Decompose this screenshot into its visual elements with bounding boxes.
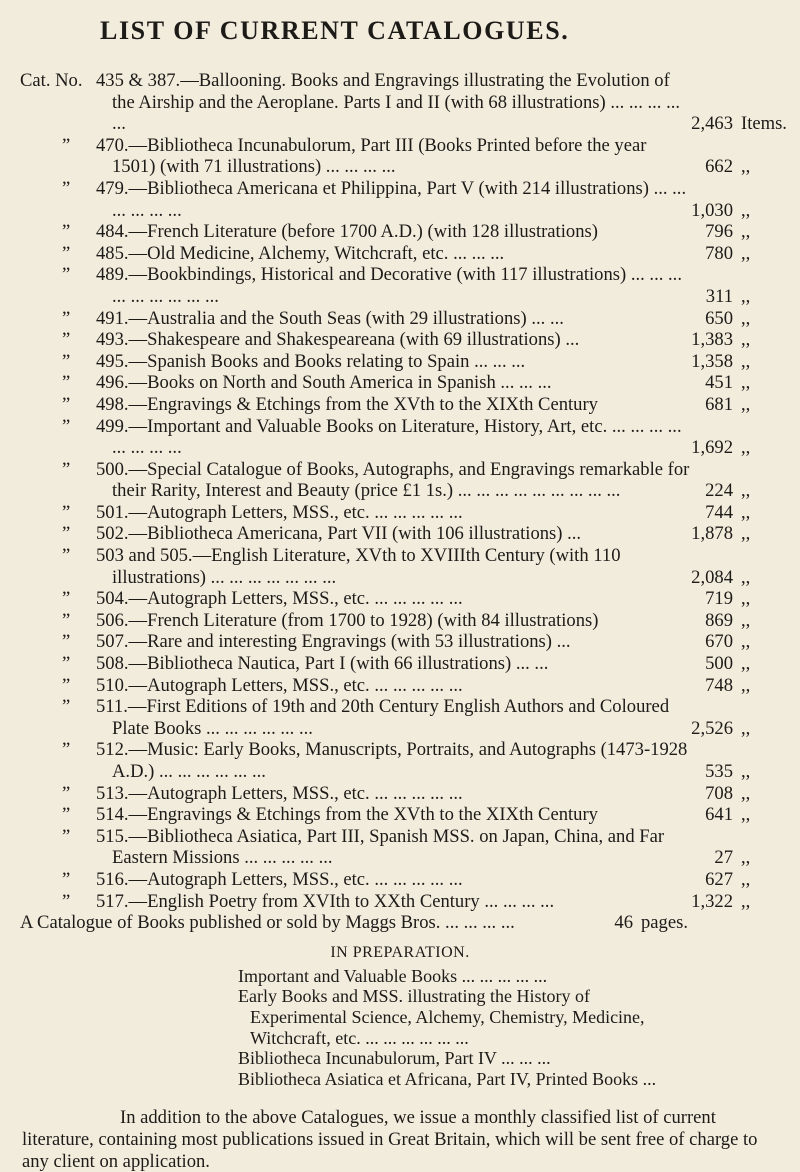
entry-count (679, 221, 784, 243)
catalogue-entry (0, 804, 800, 826)
catalogue-entry (0, 653, 800, 675)
item-count: 780 (705, 242, 733, 264)
ditto-mark: ” (62, 242, 71, 264)
catalogue-entry (0, 739, 800, 782)
entry-count (679, 156, 784, 178)
item-unit: ,, (741, 631, 751, 653)
entry-title: 503 and 505.—English Literature, XVth to XVIIIth Century (with 110 illustrations) ... ... ... ... ... ... ... (96, 545, 621, 588)
preparation-item: Bibliotheca Asiatica et Africana, Part IV, Printed Books ... (238, 1068, 657, 1089)
catalogue-line-text: A Catalogue of Books published or sold by Maggs Bros. ... ... ... ... (20, 912, 515, 934)
entry-count (679, 783, 784, 805)
ditto-mark: ” (62, 221, 71, 243)
item-count: 681 (705, 393, 733, 415)
item-unit: ,, (741, 372, 751, 394)
item-count: 2,463 (691, 113, 733, 135)
item-count: 1,358 (691, 350, 733, 372)
entry-title: 512.—Music: Early Books, Manuscripts, Portraits, and Autographs (1473-1928 A.D.) ... ... ... ... ... ... (96, 739, 688, 782)
item-count: 2,084 (691, 566, 733, 588)
ditto-mark: ” (62, 696, 71, 718)
entry-count (679, 200, 784, 222)
ditto-mark: ” (62, 825, 71, 847)
item-unit: Items. (741, 113, 787, 135)
catalogue-entry (0, 696, 800, 739)
catalogue-entry (0, 416, 800, 459)
entry-count (679, 329, 784, 351)
item-unit: ,, (741, 674, 751, 696)
cat-no-label: Cat. No. (20, 70, 83, 91)
entry-count (679, 761, 784, 783)
item-count: 535 (705, 761, 733, 782)
entry-count (679, 243, 784, 265)
entry-title: 511.—First Editions of 19th and 20th Century English Authors and Coloured Plate Books ... ... ... ... ... ... (96, 696, 670, 739)
entry-title: 489.—Bookbindings, Historical and Decorative (with 117 illustrations) ... ... ... ... ... ... ... ... ... (96, 264, 682, 307)
item-count: 500 (705, 653, 733, 675)
entry-title: 485.—Old Medicine, Alchemy, Witchcraft, etc. ... ... ... (96, 242, 505, 264)
item-count: 27 (714, 847, 733, 869)
item-count: 1,322 (691, 890, 733, 912)
ditto-mark: ” (62, 631, 71, 653)
item-unit: ,, (741, 393, 751, 415)
item-count: 224 (705, 480, 733, 502)
entry-count (679, 286, 784, 308)
item-unit: ,, (741, 307, 751, 329)
footer-note: In addition to the above Catalogues, we issue a monthly classified list of current literature, containing most publications issued in Great Britain, which will be sent free of charge to any client on application. (22, 1107, 758, 1172)
item-count: 662 (705, 156, 733, 178)
catalogue-entry (0, 631, 800, 653)
in-preparation-list (238, 966, 658, 1090)
catalogue-entry (0, 135, 800, 178)
maggs-catalogue-line (0, 912, 700, 934)
item-count: 627 (705, 868, 733, 890)
item-unit: ,, (741, 285, 751, 307)
item-unit: ,, (741, 609, 751, 631)
item-count: 869 (705, 609, 733, 631)
ditto-mark: ” (62, 523, 71, 545)
ditto-mark: ” (62, 739, 71, 761)
item-count: 719 (705, 588, 733, 610)
entry-count (679, 351, 784, 373)
entry-title: 498.—Engravings & Etchings from the XVth to the XIXth Century (96, 393, 598, 415)
ditto-mark: ” (62, 609, 71, 631)
ditto-mark: ” (62, 868, 71, 890)
entry-count (679, 308, 784, 330)
catalogue-entry (0, 523, 800, 545)
catalogue-entry (0, 394, 800, 416)
catalogue-entry (0, 891, 800, 913)
entry-title: 515.—Bibliotheca Asiatica, Part III, Spanish MSS. on Japan, China, and Far Eastern Missions ... ... ... ... ... (96, 825, 665, 869)
entry-count (679, 567, 784, 589)
catalogue-entry (0, 372, 800, 394)
item-unit: ,, (741, 782, 751, 804)
item-unit: ,, (741, 221, 751, 243)
ditto-mark: ” (62, 588, 71, 610)
item-count: 1,383 (691, 329, 733, 351)
item-count: 670 (705, 631, 733, 653)
entry-count (679, 437, 784, 459)
entry-title: 502.—Bibliotheca Americana, Part VII (with 106 illustrations) ... (96, 523, 582, 545)
item-unit: ,, (741, 329, 751, 351)
catalogue-entry (0, 545, 800, 588)
ditto-mark: ” (62, 415, 71, 437)
catalogue-entry (0, 869, 800, 891)
item-count: 744 (705, 501, 733, 523)
entry-count (679, 718, 784, 740)
entry-title: 506.—French Literature (from 1700 to 1928) (with 84 illustrations) (96, 609, 599, 631)
catalogue-entry (0, 351, 800, 373)
entry-count (679, 869, 784, 891)
entry-count (679, 588, 784, 610)
item-unit: ,, (741, 437, 751, 459)
item-unit: ,, (741, 761, 751, 782)
item-unit: ,, (741, 653, 751, 675)
item-count: 796 (705, 221, 733, 243)
entry-count (679, 891, 784, 913)
preparation-item: Bibliotheca Incunabulorum, Part IV ... ... ... (238, 1048, 551, 1069)
entry-title: 484.—French Literature (before 1700 A.D.) (with 128 illustrations) (96, 221, 598, 243)
entry-count (679, 523, 784, 545)
entry-count (679, 804, 784, 826)
ditto-mark: ” (62, 329, 71, 351)
entry-count (679, 631, 784, 653)
entry-title: 516.—Autograph Letters, MSS., etc. ... ... ... ... ... (96, 868, 463, 890)
entry-title: 508.—Bibliotheca Nautica, Part I (with 66 illustrations) ... ... (96, 653, 549, 675)
item-unit: ,, (741, 199, 751, 221)
entry-count (679, 372, 784, 394)
item-unit: ,, (741, 804, 751, 826)
item-count: 451 (705, 372, 733, 394)
item-count: 2,526 (691, 717, 733, 739)
ditto-mark: ” (62, 458, 71, 480)
entry-title: 496.—Books on North and South America in Spanish ... ... ... (96, 372, 552, 394)
in-preparation-heading: IN PREPARATION. (330, 943, 470, 961)
item-unit: ,, (741, 890, 751, 912)
entry-title: 501.—Autograph Letters, MSS., etc. ... ... ... ... ... (96, 501, 463, 523)
catalogue-entry (0, 70, 800, 135)
ditto-mark: ” (62, 653, 71, 675)
catalogue-entry (0, 221, 800, 243)
item-unit: ,, (741, 717, 751, 739)
ditto-mark: ” (62, 393, 71, 415)
item-count: 748 (705, 674, 733, 696)
entry-title: 513.—Autograph Letters, MSS., etc. ... ... ... ... ... (96, 782, 463, 804)
entry-count (679, 480, 784, 502)
item-count: 1,030 (691, 199, 733, 221)
entry-count (679, 113, 787, 135)
entry-title: 435 & 387.—Ballooning. Books and Engravings illustrating the Evolution of the Airship and the Aeroplane. Parts I and II (with 68 illustrations) ... ... ... ... ... (96, 70, 681, 135)
ditto-mark: ” (62, 307, 71, 329)
catalogue-entry (0, 610, 800, 632)
preparation-item: Important and Valuable Books ... ... ... ... ... (238, 965, 548, 986)
ditto-mark: ” (62, 782, 71, 804)
entry-title: 479.—Bibliotheca Americana et Philippina, Part V (with 214 illustrations) ... ... ... ... ... ... (96, 177, 687, 221)
ditto-mark: ” (62, 350, 71, 372)
entry-title: 500.—Special Catalogue of Books, Autographs, and Engravings remarkable for their Rarity, Interest and Beauty (price £1 1s.) ... ... ... ... ... ... ... ... ... (96, 458, 690, 502)
entry-title: 491.—Australia and the South Seas (with 29 illustrations) ... ... (96, 307, 564, 329)
catalogue-entry (0, 502, 800, 524)
ditto-mark: ” (62, 264, 71, 286)
entry-title: 493.—Shakespeare and Shakespeareana (with 69 illustrations) ... (96, 329, 580, 351)
page-count: 46 (614, 912, 633, 934)
ditto-mark: ” (62, 890, 71, 912)
item-unit: ,, (741, 501, 751, 523)
item-count: 708 (705, 782, 733, 804)
entry-count (679, 847, 784, 869)
item-unit: ,, (741, 566, 751, 588)
item-count: 311 (705, 285, 733, 307)
catalogue-entry (0, 783, 800, 805)
entry-title: 517.—English Poetry from XVIth to XXth Century ... ... ... ... (96, 890, 555, 912)
catalogue-entry (0, 459, 800, 502)
item-unit: ,, (741, 588, 751, 610)
catalogue-entry (0, 264, 800, 307)
item-unit: ,, (741, 868, 751, 890)
ditto-mark: ” (62, 134, 71, 156)
item-count: 650 (705, 307, 733, 329)
entry-count (679, 394, 784, 416)
catalogue-entry (0, 826, 800, 869)
item-unit: ,, (741, 156, 751, 178)
entry-title: 470.—Bibliotheca Incunabulorum, Part III (Books Printed before the year 1501) (with 71 illustrations) ... ... ... ... (96, 134, 647, 178)
ditto-mark: ” (62, 177, 71, 199)
ditto-mark: ” (62, 501, 71, 523)
entry-count (679, 675, 784, 697)
entry-count (679, 502, 784, 524)
entry-count (679, 653, 784, 675)
item-unit: ,, (741, 480, 751, 502)
item-count: 641 (705, 804, 733, 826)
ditto-mark: ” (62, 804, 71, 826)
preparation-item: Early Books and MSS. illustrating the History of Experimental Science, Alchemy, Chemistry, Medicine, Witchcraft, etc. ... ... ... ... ... ... (238, 986, 645, 1048)
catalogue-entry (0, 308, 800, 330)
catalogue-entry (0, 588, 800, 610)
catalogue-line-count (579, 912, 688, 934)
ditto-mark: ” (62, 674, 71, 696)
item-unit: ,, (741, 242, 751, 264)
entry-title: 504.—Autograph Letters, MSS., etc. ... ... ... ... ... (96, 588, 463, 610)
ditto-mark: ” (62, 372, 71, 394)
item-count: 1,692 (691, 437, 733, 459)
catalogue-entry (0, 675, 800, 697)
item-unit: ,, (741, 523, 751, 545)
entry-title: 507.—Rare and interesting Engravings (with 53 illustrations) ... (96, 631, 571, 653)
catalogue-entry (0, 329, 800, 351)
catalogue-entry (0, 243, 800, 265)
catalogue-entry (0, 178, 800, 221)
page-title: LIST OF CURRENT CATALOGUES. (100, 16, 570, 45)
ditto-mark: ” (62, 545, 71, 567)
entry-title: 514.—Engravings & Etchings from the XVth to the XIXth Century (96, 804, 598, 826)
item-count: 1,878 (691, 523, 733, 545)
page-unit: pages. (641, 912, 688, 934)
entry-title: 499.—Important and Valuable Books on Literature, History, Art, etc. ... ... ... ... ... ... ... ... (96, 415, 682, 459)
catalogue-list (0, 70, 800, 1172)
item-unit: ,, (741, 350, 751, 372)
entry-count (679, 610, 784, 632)
entry-title: 510.—Autograph Letters, MSS., etc. ... ... ... ... ... (96, 674, 463, 696)
entry-title: 495.—Spanish Books and Books relating to Spain ... ... ... (96, 350, 526, 372)
item-unit: ,, (741, 847, 751, 869)
